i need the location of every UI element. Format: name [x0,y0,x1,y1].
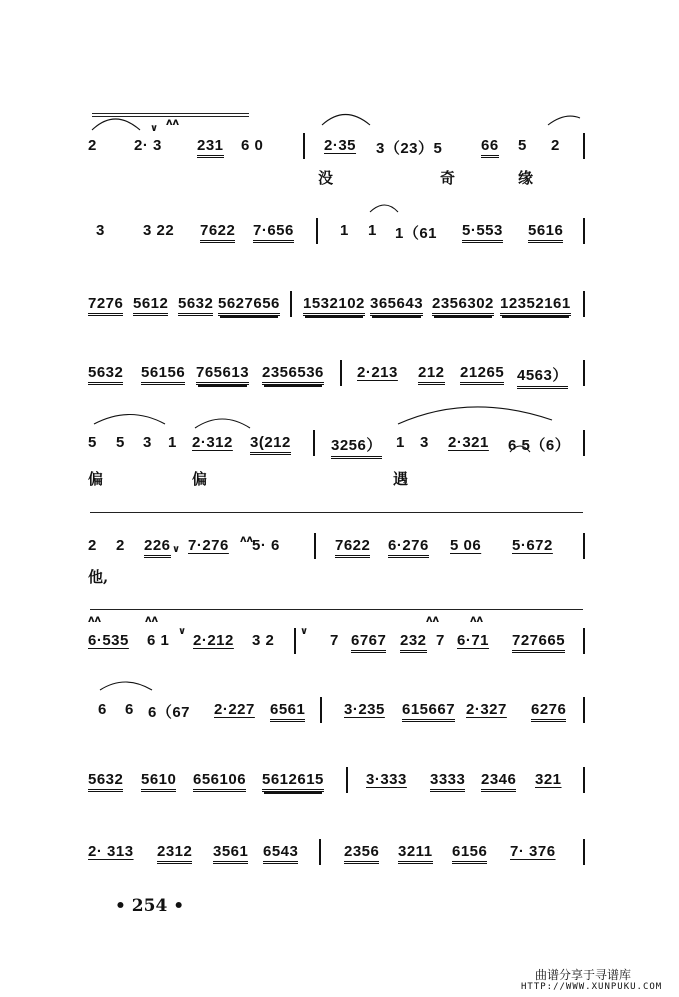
score-system-6 [0,533,679,563]
note-group: 5627656 [218,295,280,316]
note-group: 3561 [213,843,248,864]
bar-line [583,697,585,723]
note-group: 1 [368,222,377,239]
note-group: 6561 [270,701,305,722]
score-system-2 [0,218,679,248]
note-group: 2356302 [432,295,494,316]
note-group: 6767 [351,632,386,653]
score-system-1 [0,133,679,163]
note-group: 3 [143,434,152,451]
svg-text:∨: ∨ [300,626,309,637]
note-group: 321 [535,771,562,788]
note-group: 5632 [178,295,213,316]
note-group: 7 [436,632,445,649]
note-group: 1 [340,222,349,239]
note-group: 5·553 [462,222,503,243]
note-group: 1 [396,434,405,451]
note-group: 3256） [331,434,382,459]
note-group: 6543 [263,843,298,864]
note-group: 727665 [512,632,565,653]
note-group: 5632 [88,771,123,792]
svg-text:ʌʌ: ʌʌ [166,117,180,128]
note-group: 66 [481,137,499,158]
note-group: 7622 [200,222,235,243]
note-group: 6 0 [241,137,264,154]
note-group: 7 [330,632,339,649]
phrase-line [90,609,583,610]
note-group: 5· 6 [252,537,280,554]
note-group: 2· 3 [134,137,162,154]
bar-line [313,430,315,456]
score-system-7 [0,628,679,658]
note-group: 5 [116,434,125,451]
note-group: 3（23）5 [376,140,443,157]
svg-text:∨: ∨ [150,123,159,134]
score-system-8 [0,697,679,727]
watermark-text: 曲谱分享于寻谱库 [535,968,632,982]
note-group: 5·672 [512,537,553,554]
svg-text:ʌʌ: ʌʌ [145,614,159,625]
note-group: 3·235 [344,701,385,718]
bar-line [319,839,321,865]
lyric-char: 他, [88,568,109,586]
lyric-char: 奇 [440,169,456,187]
bar-line [294,628,296,654]
svg-text:∨: ∨ [172,544,181,555]
note-group: 231 [197,137,224,158]
note-group: 6 1 [147,632,170,649]
note-group: 6（67 [148,704,191,721]
note-group: 4563） [517,364,568,389]
bar-line [290,291,292,317]
bar-line [303,133,305,159]
lyric-char: 偏 [88,470,104,488]
note-group: 2356 [344,843,379,864]
bar-line [320,697,322,723]
note-group: 1 [168,434,177,451]
bar-line [583,533,585,559]
note-group: 3 [420,434,429,451]
note-group: 12352161 [500,295,571,316]
note-group: 2·312 [192,434,233,451]
note-group: 2312 [157,843,192,864]
note-group: 3 [96,222,105,239]
note-group: 56156 [141,364,185,385]
note-group: 5610 [141,771,176,792]
note-group: 2·35 [324,137,357,154]
bar-line [583,218,585,244]
phrase-line [92,116,249,117]
watermark-url: HTTP://WWW.XUNPUKU.COM [521,982,663,992]
note-group: 6 [125,701,134,718]
note-group: 765613 [196,364,249,385]
svg-text:ʌʌ: ʌʌ [470,614,484,625]
note-group: 6·535 [88,632,129,649]
phrase-line [90,512,583,513]
score-system-5 [0,430,679,460]
score-system-4 [0,360,679,390]
note-group: 2·327 [466,701,507,718]
note-group: 7·276 [188,537,229,554]
note-group: 5612615 [262,771,324,792]
note-group: 7276 [88,295,123,316]
note-group: 2 [88,537,97,554]
note-group: 232 [400,632,427,653]
note-group: 2·227 [214,701,255,718]
page-number: • 254 • [115,896,185,916]
note-group: 5616 [528,222,563,243]
note-group: 7· 376 [510,843,556,860]
note-group: 1（61 [395,225,438,242]
note-group: 1532102 [303,295,365,316]
note-group: 6·276 [388,537,429,558]
bar-line [340,360,342,386]
lyric-char: 缘 [518,169,534,187]
note-group: 365643 [370,295,423,316]
note-group: 3(212 [250,434,291,455]
note-group: 6·71 [457,632,490,649]
bar-line [583,360,585,386]
svg-text:ʌʌ: ʌʌ [88,614,102,625]
svg-text:∨: ∨ [178,626,187,637]
score-system-3 [0,291,679,321]
note-group: 3·333 [366,771,407,788]
bar-line [583,767,585,793]
note-group: 2· 313 [88,843,134,860]
score-system-10 [0,839,679,869]
note-group: 212 [418,364,445,385]
bar-line [583,133,585,159]
note-group: 3333 [430,771,465,792]
note-group: 5632 [88,364,123,385]
note-group: 2·213 [357,364,398,381]
bar-line [583,628,585,654]
bar-line [583,430,585,456]
svg-text:ʌʌ: ʌʌ [240,534,254,545]
lyric-char: 没 [318,169,334,187]
note-group: 2·321 [448,434,489,451]
bar-line [583,291,585,317]
bar-line [314,533,316,559]
note-group: 7·656 [253,222,294,243]
note-group: 5 06 [450,537,482,554]
note-group: 2 [551,137,560,154]
note-group: 7622 [335,537,370,558]
bar-line [583,839,585,865]
note-group: 226 [144,537,171,558]
note-group: 21265 [460,364,504,385]
note-group: 6156 [452,843,487,864]
note-group: 5612 [133,295,168,316]
note-group: 2356536 [262,364,324,385]
lyric-char: 遇 [393,470,409,488]
note-group: 6276 [531,701,566,722]
svg-text:ʌʌ: ʌʌ [426,614,440,625]
phrase-line [92,113,249,114]
note-group: 3 22 [143,222,175,239]
bar-line [316,218,318,244]
note-group: 6 [98,701,107,718]
note-group: 5 [518,137,527,154]
lyric-char: 偏 [192,470,208,488]
note-group: 615667 [402,701,455,722]
score-system-9 [0,767,679,797]
note-group: 3211 [398,843,433,864]
note-group: 2·212 [193,632,234,649]
note-group: 5 [88,434,97,451]
note-group: 656106 [193,771,246,792]
note-group: 2346 [481,771,516,792]
note-group: 6 5（6） [508,437,571,454]
note-group: 3 2 [252,632,275,649]
note-group: 2 [116,537,125,554]
note-group: 2 [88,137,97,154]
bar-line [346,767,348,793]
